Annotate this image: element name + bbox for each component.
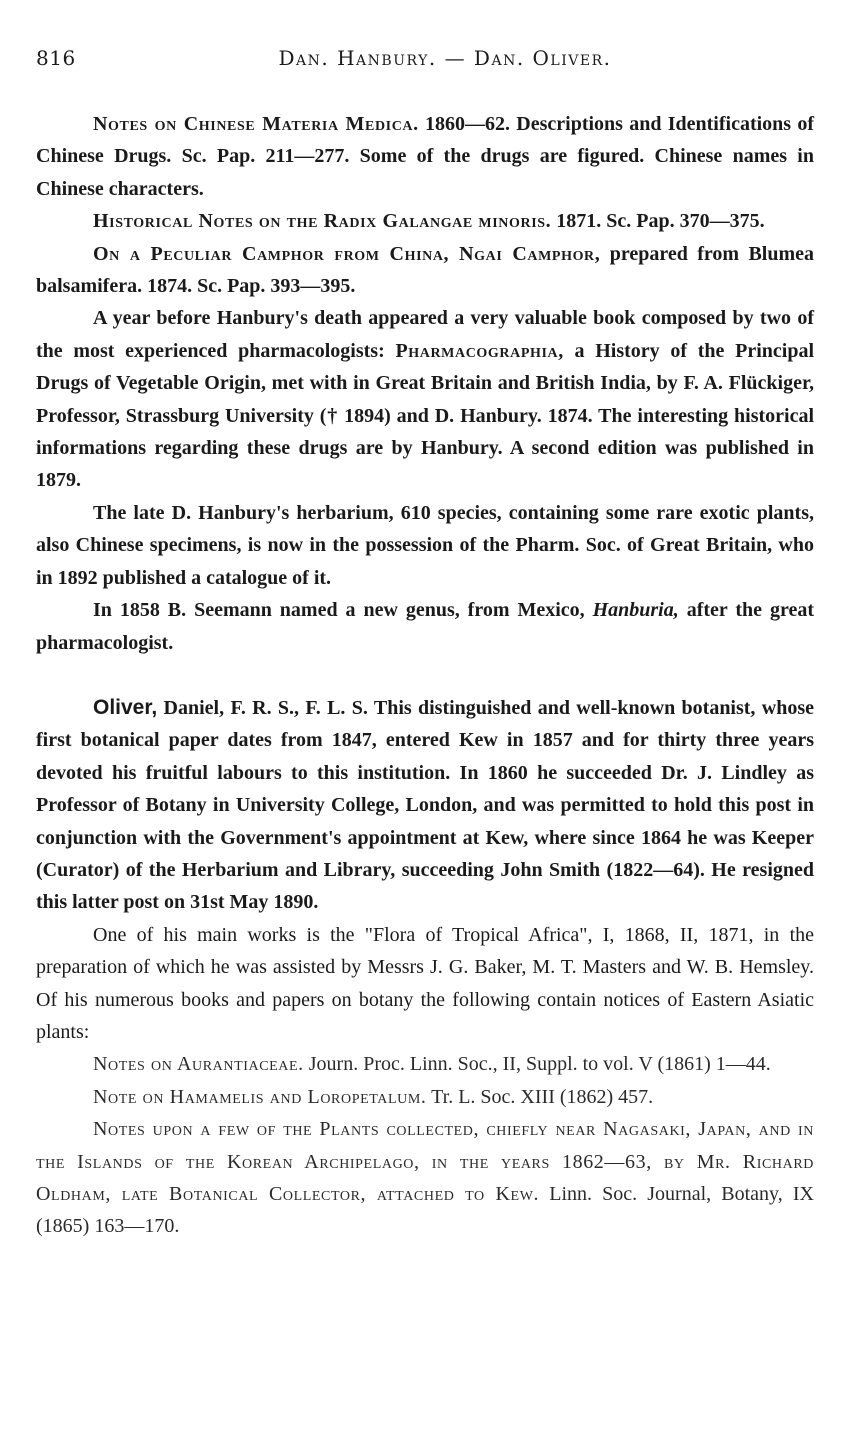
page-body — [36, 108, 814, 1243]
hanbury-entry-ngai-camphor — [36, 238, 814, 303]
entry-details: 1860—62. Descriptions and Identifications of Chinese Drugs. Sc. Pap. 211—277. Some of the drugs are figured. Chinese names in Chinese characters. — [36, 113, 815, 200]
oliver-entry-oldham-plants — [36, 1113, 814, 1243]
entry-title: Note on Hamamelis and Loropetalum. — [93, 1085, 427, 1108]
page-header — [36, 46, 814, 76]
paragraph-text: In 1858 B. Seemann named a new genus, from Mexico, — [93, 599, 593, 622]
hanbury-pharmacographia-paragraph — [36, 302, 814, 496]
entry-title: Notes upon a few of the Plants collected, chiefly near Nagasaki, Japan, and in the Islands of the Korean Archipelago, in the years 1862—63, by Mr. Richard Oldham, late Botanical Collector, attached to Kew. — [36, 1118, 814, 1205]
genus-name: Hanburia, — [592, 599, 679, 622]
oliver-entry-hamamelis — [36, 1081, 814, 1113]
oliver-works-paragraph: One of his main works is the "Flora of Tropical Africa", I, 1868, II, 1871, in the preparation of which he was assisted by Messrs J. G. Baker, M. T. Masters and W. B. Hemsley. Of his numerous books and papers on botany the following contain notices of Eastern Asiatic plants: — [36, 923, 814, 1043]
section-gap — [36, 659, 814, 692]
hanbury-herbarium-paragraph: The late D. Hanbury's herbarium, 610 species, containing some rare exotic plants, also Chinese specimens, is now in the possession of the Pharm. Soc. of Great Britain, who in 1892 published a catalogue of it. — [36, 501, 814, 589]
paragraph-text: A year before Hanbury's death appeared a very valuable book composed by two of the most experienced pharmacologists: — [36, 307, 814, 362]
entry-title: Notes on Aurantiaceae. — [93, 1053, 304, 1076]
biography-text: Daniel, F. R. S., F. L. S. This distinguished and well-known botanist, whose first botanical paper dates from 1847, entered Kew in 1857 and for thirty three years devoted his fruitful labours to this institution. In 1860 he succeeded Dr. J. Lindley as Professor of Botany in University College, London, and was permitted to hold this post in conjunction with the Government's appointment at Kew, where since 1864 he was Keeper (Curator) of the Herbarium and Library, succeeding John Smith (1822—64). He resigned this latter post on 31st May 1890. — [36, 696, 814, 914]
running-head: Dan. Hanbury. — Dan. Oliver. — [278, 46, 612, 70]
book-title: Pharmacographia, — [395, 339, 564, 362]
page-number: 816 — [36, 46, 76, 70]
entry-details: Journ. Proc. Linn. Soc., II, Suppl. to vol. V (1861) 1—44. — [303, 1053, 771, 1076]
hanbury-entry-materia-medica — [36, 108, 814, 205]
entry-title: On a Peculiar Camphor from China, Ngai Camphor, — [93, 242, 601, 265]
paragraph-text: after the great pharmacologist. — [36, 599, 814, 654]
entry-title: Notes on Chinese Materia Medica. — [93, 113, 419, 135]
entry-details: 1871. Sc. Pap. 370—375. — [551, 210, 765, 233]
biography-name: Oliver, — [93, 695, 158, 719]
paragraph-text: a History of the Principal Drugs of Vegetable Origin, met with in Great Britain and British India, by F. A. Flückiger, Professor, Strassburg University († 1894) and D. Hanbury. 1874. The interesting historical informations regarding these drugs are by Hanbury. A second edition was published in 1879. — [36, 339, 815, 492]
hanbury-genus-paragraph — [36, 594, 814, 659]
oliver-biography-paragraph — [36, 692, 814, 919]
book-page — [36, 46, 814, 1243]
hanbury-entry-radix-galangae — [36, 205, 814, 237]
oliver-entry-aurantiaceae — [36, 1048, 814, 1080]
entry-title: Historical Notes on the Radix Galangae minoris. — [93, 210, 552, 233]
entry-details: Tr. L. Soc. XIII (1862) 457. — [426, 1085, 654, 1108]
entry-details: Linn. Soc. Journal, Botany, IX (1865) 163—170. — [36, 1183, 814, 1238]
entry-details: prepared from Blumea balsamifera. 1874. Sc. Pap. 393—395. — [36, 242, 815, 298]
